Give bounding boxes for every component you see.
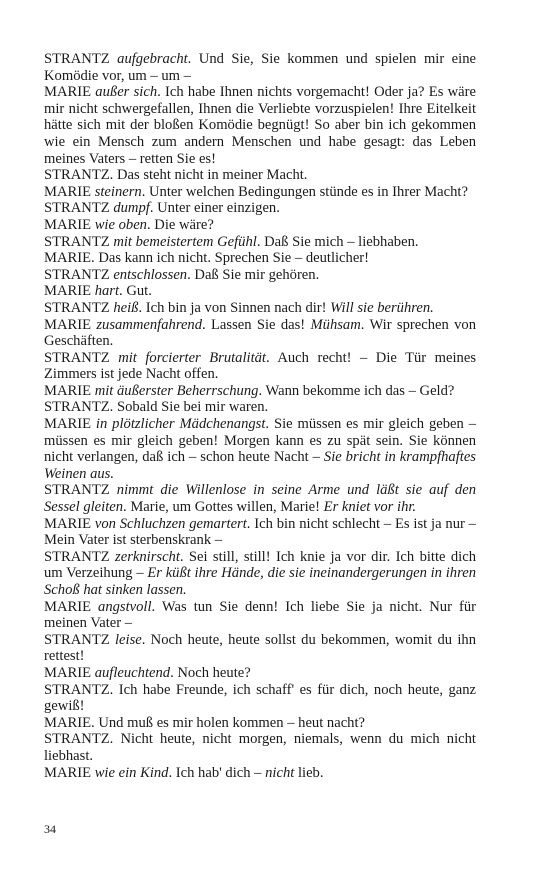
dialogue-text-segment: MARIE. Und muß es mir holen kommen – heut nacht? (44, 714, 366, 731)
dialogue-line (44, 51, 476, 84)
dialogue-text-segment: STRANTZ. Nicht heute, nicht morgen, niemals, wenn du mich nicht liebhast. (44, 731, 476, 764)
dialogue-line (44, 283, 476, 300)
dialogue-text-segment: . Auch recht! – Die Tür meines Zimmers ist jede Nacht offen. (44, 349, 477, 383)
dialogue-text-segment: MARIE (44, 183, 95, 200)
dialogue-text-segment: . Ich bin ja von Sinnen nach dir! (138, 299, 331, 316)
dialogue-line (44, 731, 476, 764)
dialogue-line (44, 84, 476, 167)
dialogue-line (44, 482, 476, 515)
dialogue-text-segment: MARIE (44, 283, 95, 300)
dialogue-text-segment: . Sie müssen es mir gleich geben – müssen es mir gleich geben! Morgen kann es zu spät sein. Sie können nicht verlangen, daß ich – schon heute Nacht – (44, 416, 476, 466)
stage-direction: zerknirscht (115, 548, 180, 565)
dialogue-line (44, 516, 476, 549)
dialogue-text-segment: STRANTZ (44, 51, 118, 67)
dialogue-text-segment: . Unter welchen Bedingungen stünde es in Ihrer Macht? (141, 183, 468, 200)
stage-direction: steinern (94, 183, 142, 200)
dialogue-text-segment: STRANTZ (44, 548, 116, 565)
dialogue-line (44, 665, 476, 682)
dialogue-text-segment: . Die wäre? (146, 216, 214, 233)
dialogue-text (44, 51, 476, 781)
stage-direction: dumpf (113, 200, 150, 217)
stage-direction: Will sie berühren. (330, 299, 434, 316)
dialogue-text-segment: lieb. (294, 764, 324, 781)
dialogue-text-segment: MARIE (44, 664, 95, 681)
dialogue-text-segment: STRANTZ (44, 266, 114, 283)
dialogue-text-segment: . Wir sprechen von Geschäften. (44, 316, 476, 350)
dialogue-line (44, 300, 476, 317)
dialogue-line (44, 184, 476, 201)
stage-direction: Sie bricht in krampfhaftes Weinen aus. (44, 449, 476, 482)
dialogue-text-segment: MARIE (44, 84, 96, 101)
dialogue-text-segment: . Unter einer einzigen. (149, 200, 280, 217)
dialogue-line (44, 350, 476, 383)
stage-direction: wie oben (94, 216, 147, 233)
stage-direction: aufgebracht (117, 51, 188, 67)
dialogue-text-segment: MARIE (44, 416, 96, 433)
stage-direction: Er küßt ihre Hände, die sie ineinandergerungen in ihren Schoß hat sinken lassen. (44, 565, 476, 598)
dialogue-line (44, 200, 476, 217)
dialogue-text-segment: MARIE (44, 382, 95, 399)
dialogue-text-segment: . Und Sie, Sie kommen und spielen mir eine Komödie vor, um – um – (44, 51, 476, 84)
dialogue-text-segment: . Ich bin nicht schlecht – Es ist ja nur – Mein Vater ist sterbenskrank – (44, 515, 476, 549)
dialogue-text-segment: . Wann bekomme ich das – Geld? (258, 382, 455, 399)
dialogue-line (44, 383, 476, 400)
stage-direction: mit bemeistertem Gefühl (113, 233, 257, 250)
dialogue-line (44, 317, 476, 350)
stage-direction: außer sich (95, 84, 158, 101)
stage-direction: leise (114, 631, 142, 648)
dialogue-text-segment: STRANTZ (44, 299, 114, 316)
stage-direction: entschlossen (113, 266, 188, 283)
dialogue-text-segment: STRANTZ (44, 482, 117, 499)
stage-direction: Er kniet vor ihr. (323, 499, 417, 516)
dialogue-line (44, 167, 476, 184)
stage-direction: aufleuchtend (94, 664, 171, 681)
dialogue-text-segment: STRANTZ (44, 233, 114, 250)
dialogue-line (44, 599, 476, 632)
stage-direction: wie ein Kind (94, 764, 169, 781)
stage-direction: mit äußerster Beherrschung (94, 382, 259, 399)
dialogue-text-segment: STRANTZ (44, 200, 114, 217)
dialogue-line (44, 234, 476, 251)
dialogue-text-segment: . Noch heute? (170, 664, 251, 681)
dialogue-text-segment: . Was tun Sie denn! Ich liebe Sie ja nicht. Nur für meinen Vater – (44, 598, 476, 632)
dialogue-text-segment: MARIE (44, 515, 95, 532)
stage-direction: in plötzlicher Mädchenangst (95, 416, 266, 433)
dialogue-text-segment: STRANTZ (44, 631, 115, 648)
dialogue-line (44, 399, 476, 416)
stage-direction: angstvoll (98, 598, 152, 615)
dialogue-text-segment: MARIE (44, 598, 99, 615)
dialogue-text-segment: MARIE (44, 764, 95, 781)
dialogue-line (44, 217, 476, 234)
stage-direction: nicht (265, 764, 295, 781)
dialogue-text-segment: STRANTZ (44, 349, 119, 366)
stage-direction: nimmt die Willenlose in seine Arme und läßt sie auf den Sessel gleiten (44, 482, 476, 516)
dialogue-text-segment: MARIE. Das kann ich nicht. Sprechen Sie – deutlicher! (44, 250, 370, 267)
dialogue-line (44, 250, 476, 267)
dialogue-text-segment: . Daß Sie mich – liebhaben. (256, 233, 419, 250)
stage-direction: hart (94, 283, 120, 300)
dialogue-line (44, 416, 476, 482)
dialogue-text-segment: . Marie, um Gottes willen, Marie! (123, 499, 324, 516)
dialogue-text-segment: . Noch heute, heute sollst du bekommen, womit du ihn rettest! (44, 631, 476, 665)
page-number: 34 (44, 822, 56, 836)
stage-direction: Mühsam (310, 316, 361, 333)
dialogue-text-segment: MARIE (44, 316, 97, 333)
dialogue-line (44, 632, 476, 665)
stage-direction: zusammenfahrend (96, 316, 203, 333)
dialogue-line (44, 765, 476, 782)
dialogue-text-segment: STRANTZ. Sobald Sie bei mir waren. (44, 399, 269, 416)
dialogue-text-segment: MARIE (44, 216, 95, 233)
dialogue-text-segment: . Gut. (119, 283, 152, 300)
dialogue-line (44, 549, 476, 599)
dialogue-line (44, 267, 476, 284)
dialogue-line (44, 682, 476, 715)
stage-direction: von Schluchzen gemartert (94, 515, 247, 532)
stage-direction: mit forcierter Brutalität (118, 349, 266, 366)
dialogue-text-segment: . Daß Sie mir gehören. (187, 266, 320, 283)
dialogue-line (44, 715, 476, 732)
dialogue-text-segment: STRANTZ. Ich habe Freunde, ich schaff' es für dich, noch heute, ganz gewiß! (44, 681, 476, 715)
dialogue-text-segment: STRANTZ. Das steht nicht in meiner Macht. (44, 167, 308, 184)
dialogue-text-segment: . Ich hab' dich – (168, 764, 266, 781)
dialogue-text-segment: . Sei still, still! Ich knie ja vor dir. Ich bitte dich um Verzeihung – (44, 548, 477, 582)
dialogue-text-segment: . Lassen Sie das! (202, 316, 311, 333)
stage-direction: heiß (113, 299, 139, 316)
dialogue-text-segment: . Ich habe Ihnen nichts vorgemacht! Oder ja? Es wäre mir nicht schwergefallen, Ihnen die Verliebte vorzuspielen! Ihre Eitelkeit hätte sich mit der bloßen Komödie begnügt! So aber bin ich gekommen wie ein Mensch zum andern Menschen und habe gesagt: das Leben meines Vaters – retten Sie es! (44, 84, 476, 167)
